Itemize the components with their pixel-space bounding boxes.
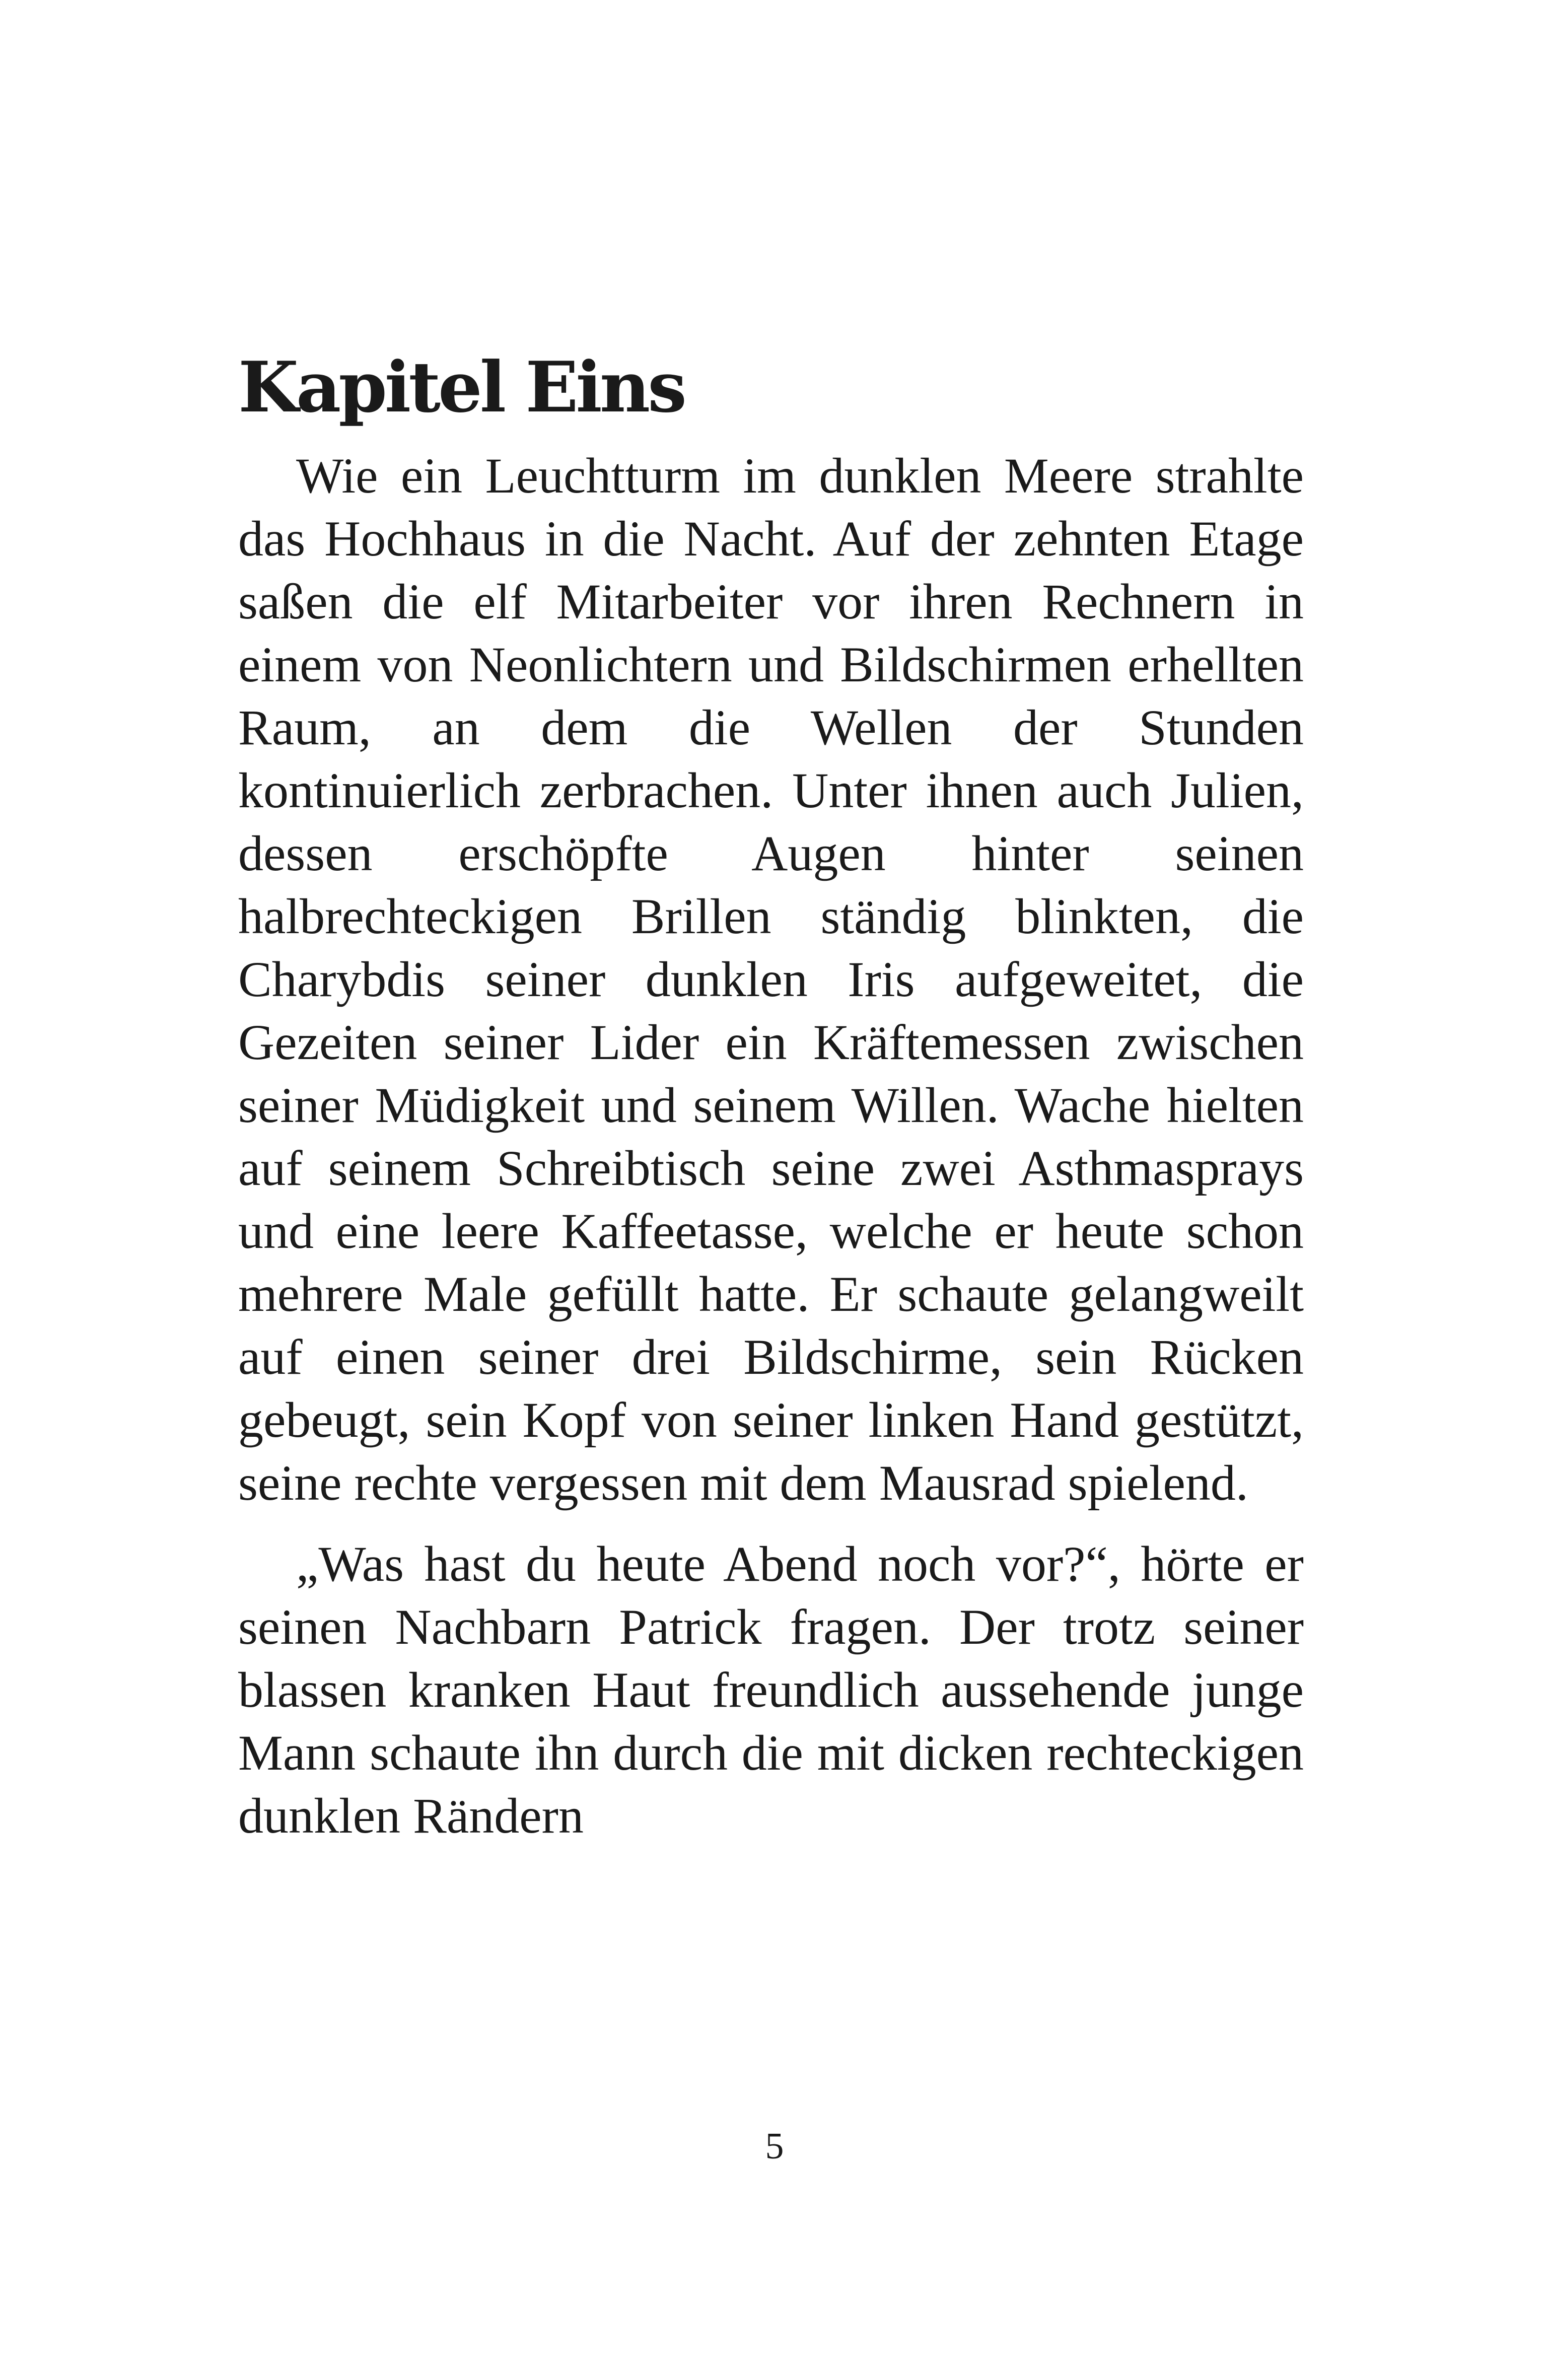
paragraph-1: Wie ein Leuchtturm im dunklen Meere strahlte das Hochhaus in die Nacht. Auf der zehnten Etage saßen die elf Mitarbeiter vor ihren Rechnern in einem von Neonlichtern und Bildschirmen erhellten Raum, an dem die Wellen der Stunden kontinuierlich zerbrachen. Unter ihnen auch Julien, dessen erschöpfte Augen hinter seinen halbrechteckigen Brillen ständig blinkten, die Charybdis seiner dunklen Iris aufgeweitet, die Gezeiten seiner Lider ein Kräftemessen zwischen seiner Müdigkeit und seinem Willen. Wache hielten auf seinem Schreibtisch seine zwei Asthmasprays und eine leere Kaffeetasse, welche er heute schon mehrere Male gefüllt hatte. Er schaute gelangweilt auf einen seiner drei Bildschirme, sein Rücken gebeugt, sein Kopf von seiner linken Hand gestützt, seine rechte vergessen mit dem Mausrad spielend. — [238, 448, 1304, 1511]
chapter-body — [238, 346, 1304, 1847]
paragraph-2: „Was hast du heute Abend noch vor?“, hörte er seinen Nachbarn Patrick fragen. Der trotz seiner blassen kranken Haut freundlich aussehende junge Mann schaute ihn durch die mit dicken rechteckigen dunklen Rändern — [238, 1536, 1304, 1844]
page-number: 5 — [765, 2126, 784, 2167]
chapter-title: Kapitel Eins — [238, 346, 684, 428]
